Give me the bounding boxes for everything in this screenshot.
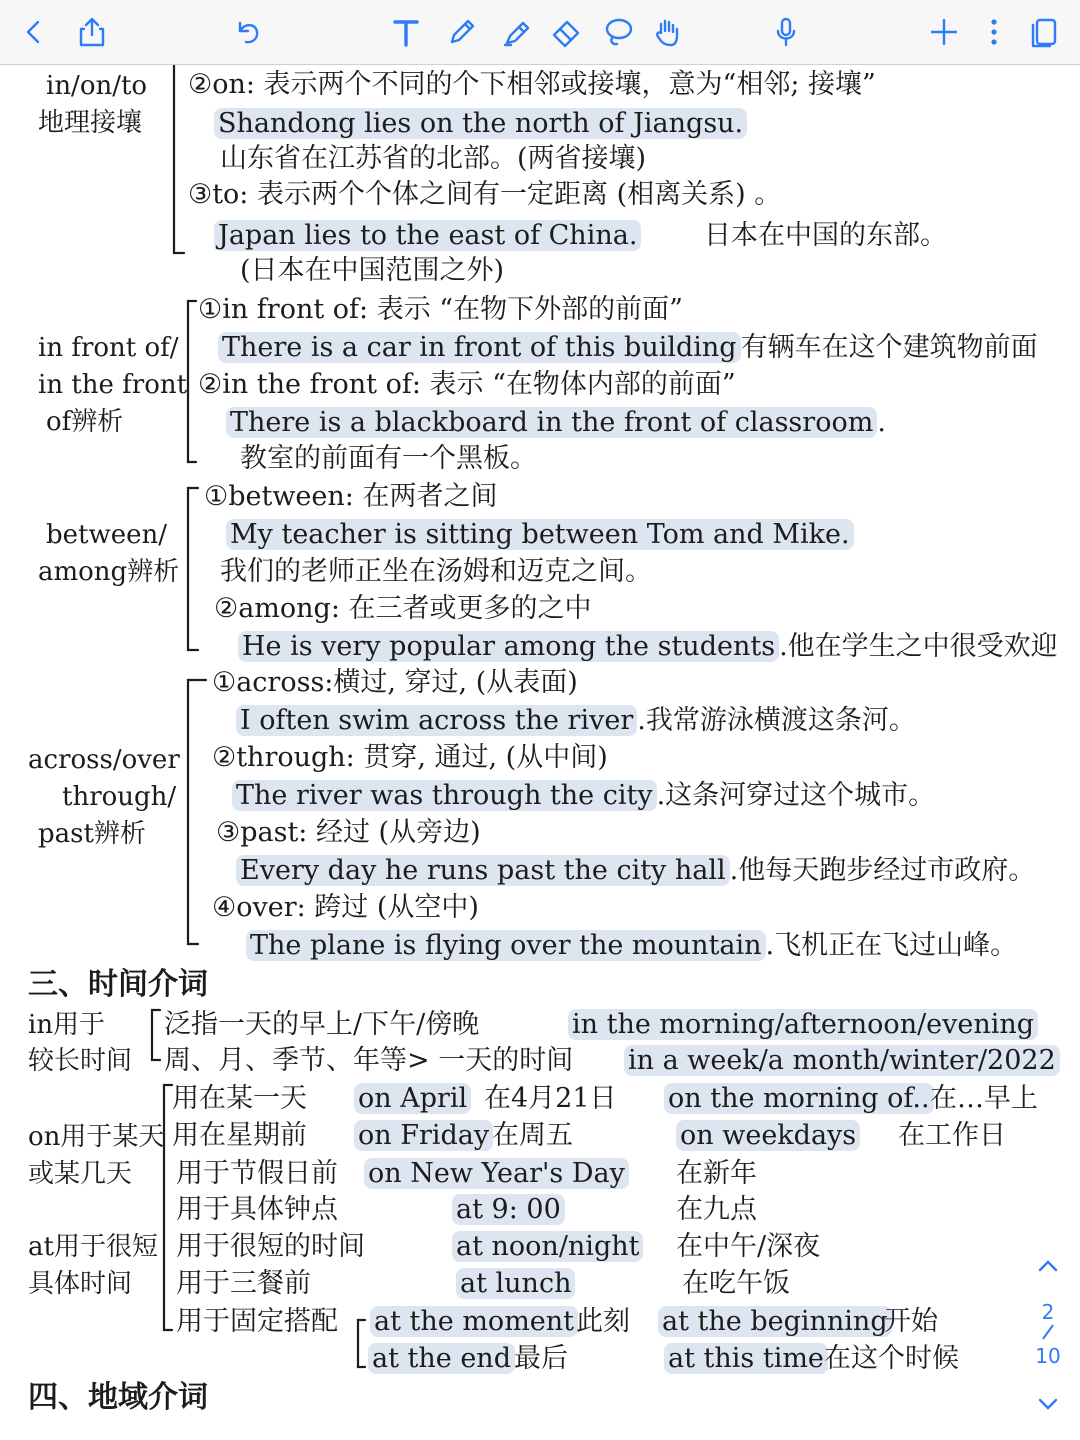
definition-text: ①between: 在两者之间 xyxy=(204,481,498,512)
example-phrase: at noon/night xyxy=(452,1231,643,1262)
translation-text: 在吃午饭 xyxy=(682,1268,790,1299)
example-sentence: Every day he runs past the city hall xyxy=(236,855,730,886)
on-label: 或某几天 xyxy=(28,1159,133,1189)
example-phrase: on April xyxy=(354,1083,471,1114)
translation-text: 在周五 xyxy=(492,1120,573,1151)
hand-icon[interactable] xyxy=(646,10,690,54)
translation-text: 在4月21日 xyxy=(484,1083,617,1114)
undo-icon[interactable] xyxy=(226,10,270,54)
definition-text: ③to: 表示两个个体之间有一定距离 (相离关系) 。 xyxy=(188,179,782,210)
block4-label: across/over xyxy=(28,745,180,775)
definition-text: ②through: 贯穿, 通过, (从中间) xyxy=(212,742,608,773)
definition-text: ②among: 在三者或更多的之中 xyxy=(214,593,592,624)
chevron-left-icon[interactable] xyxy=(12,10,56,54)
note-page xyxy=(0,65,1080,1440)
translation-text: 在…早上 xyxy=(930,1083,1038,1114)
rule-text: 用于固定搭配 xyxy=(176,1306,338,1337)
toolbar xyxy=(0,0,1080,65)
example-phrase: on New Year's Day xyxy=(364,1158,629,1189)
translation-text: 在这个时候 xyxy=(824,1343,959,1374)
rule-text: 用在星期前 xyxy=(172,1120,307,1151)
translation-text: 在新年 xyxy=(676,1158,757,1189)
at-label: 具体时间 xyxy=(28,1269,133,1299)
rule-text: 用于具体钟点 xyxy=(176,1194,338,1225)
rule-text: 泛指一天的早上/下午/傍晚 xyxy=(164,1009,480,1040)
example-phrase: at 9: 00 xyxy=(452,1194,565,1225)
block4-label: past辨析 xyxy=(38,819,146,849)
translation-text: 日本在中国的东部。 xyxy=(704,220,947,251)
highlighter-icon[interactable] xyxy=(494,10,538,54)
translation-text: 在工作日 xyxy=(898,1120,1006,1151)
eraser-icon[interactable] xyxy=(544,10,588,54)
example-sentence: Japan lies to the east of China. xyxy=(214,220,641,251)
block1-label: in/on/to xyxy=(46,71,148,101)
on-label: on用于某天 xyxy=(28,1122,165,1152)
translation-text: 有辆车在这个建筑物前面 xyxy=(740,332,1038,363)
definition-text: ②on: 表示两个不同的个下相邻或接壤，意为“相邻; 接壤” xyxy=(188,69,876,100)
microphone-icon[interactable] xyxy=(764,10,808,54)
translation-text: 在九点 xyxy=(676,1194,757,1225)
example-phrase: at lunch xyxy=(456,1268,575,1299)
example-phrase: at the beginning xyxy=(658,1306,892,1337)
page-current: 2 xyxy=(1041,1300,1055,1324)
in-label: in用于 xyxy=(28,1010,106,1040)
block3-label: among辨析 xyxy=(38,557,180,587)
example-sentence: My teacher is sitting between Tom and Mike. xyxy=(226,519,854,550)
example-sentence: The plane is flying over the mountain xyxy=(246,930,766,961)
punctuation-text: . xyxy=(877,407,886,438)
translation-text: 最后 xyxy=(514,1343,568,1374)
block3-label: between/ xyxy=(46,520,168,550)
block2-label: in the front xyxy=(38,370,188,400)
translation-text: (日本在中国范围之外) xyxy=(240,255,505,286)
page-down-icon[interactable] xyxy=(1030,1392,1066,1422)
example-phrase: in a week/a month/winter/2022 xyxy=(624,1045,1060,1076)
rule-text: 用于很短的时间 xyxy=(176,1231,365,1262)
pages-icon[interactable] xyxy=(1022,10,1066,54)
pen-icon[interactable] xyxy=(440,10,484,54)
translation-text: .飞机正在飞过山峰。 xyxy=(765,930,1018,961)
example-sentence: The river was through the city xyxy=(232,780,657,811)
translation-text: .这条河穿过这个城市。 xyxy=(656,780,936,811)
definition-text: ④over: 跨过 (从空中) xyxy=(212,892,479,923)
translation-text: 此刻 xyxy=(576,1306,630,1337)
plus-icon[interactable] xyxy=(922,10,966,54)
rule-text: 周、月、季节、年等> 一天的时间 xyxy=(164,1045,574,1076)
example-sentence: He is very popular among the students xyxy=(238,631,779,662)
example-phrase: at the end xyxy=(368,1343,515,1374)
definition-text: ②in the front of: 表示 “在物体内部的前面” xyxy=(198,369,736,400)
rule-text: 用于节假日前 xyxy=(176,1158,338,1189)
more-icon[interactable] xyxy=(972,10,1016,54)
translation-text: .他每天跑步经过市政府。 xyxy=(729,855,1036,886)
translation-text: 山东省在江苏省的北部。(两省接壤) xyxy=(220,143,647,174)
block2-label: of辨析 xyxy=(46,407,124,437)
translation-text: 教室的前面有一个黑板。 xyxy=(240,443,537,474)
example-phrase: on weekdays xyxy=(676,1120,860,1151)
example-phrase: at the moment xyxy=(370,1306,578,1337)
example-phrase: at this time xyxy=(664,1343,828,1374)
section-heading: 三、时间介词 xyxy=(28,967,208,1002)
page-up-icon[interactable] xyxy=(1030,1254,1066,1284)
definition-text: ①in front of: 表示 “在物下外部的前面” xyxy=(198,294,683,325)
example-phrase: on the morning of.. xyxy=(664,1083,934,1114)
definition-text: ③past: 经过 (从旁边) xyxy=(216,817,481,848)
in-label: 较长时间 xyxy=(28,1046,133,1076)
rule-text: 用在某一天 xyxy=(172,1083,307,1114)
example-phrase: on Friday xyxy=(354,1120,493,1151)
example-sentence: There is a blackboard in the front of classroom xyxy=(226,407,877,438)
text-tool-icon[interactable] xyxy=(384,10,428,54)
example-phrase: in the morning/afternoon/evening xyxy=(568,1009,1038,1040)
definition-text: ①across:横过, 穿过, (从表面) xyxy=(212,667,578,698)
rule-text: 用于三餐前 xyxy=(176,1268,311,1299)
block4-label: through/ xyxy=(62,782,177,812)
section-heading: 四、地域介词 xyxy=(28,1380,208,1415)
block2-label: in front of/ xyxy=(38,333,179,363)
translation-text: 在中午/深夜 xyxy=(676,1231,821,1262)
at-label: at用于很短 xyxy=(28,1232,158,1262)
block1-label: 地理接壤 xyxy=(38,108,143,138)
example-sentence: I often swim across the river xyxy=(236,705,637,736)
example-sentence: There is a car in front of this building xyxy=(218,332,741,363)
translation-text: 开始 xyxy=(884,1306,938,1337)
lasso-icon[interactable] xyxy=(596,10,640,54)
page-total: 10 xyxy=(1035,1344,1061,1368)
example-sentence: Shandong lies on the north of Jiangsu. xyxy=(214,108,747,139)
share-icon[interactable] xyxy=(70,10,114,54)
translation-text: .我常游泳横渡这条河。 xyxy=(637,705,916,736)
translation-text: .他在学生之中很受欢迎 xyxy=(779,631,1058,662)
translation-text: 我们的老师正坐在汤姆和迈克之间。 xyxy=(220,556,652,587)
